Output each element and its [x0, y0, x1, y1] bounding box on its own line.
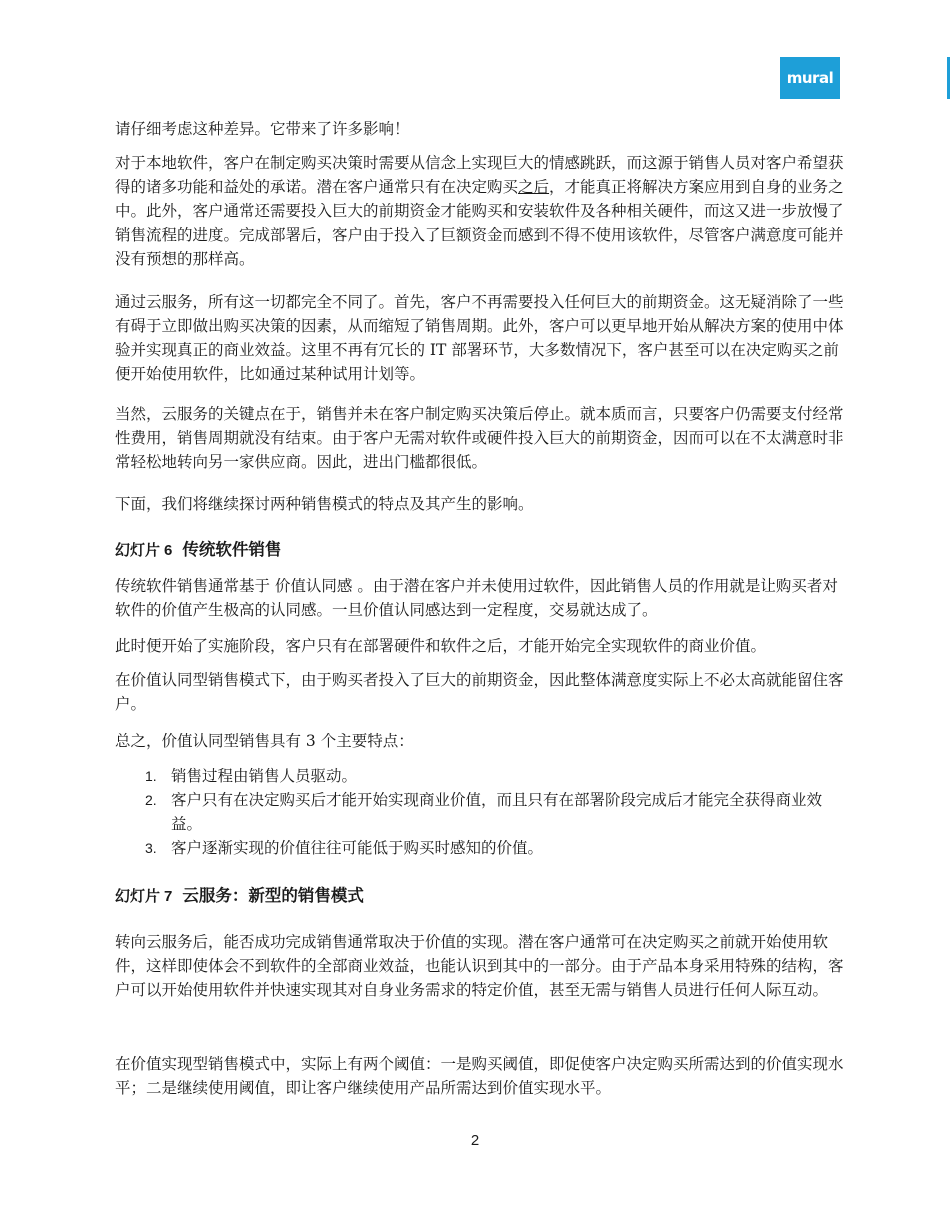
paragraph-key-point: 当然，云服务的关键点在于，销售并未在客户制定购买决策后停止。就本质而言，只要客户仍需要支付经常性费用，销售周期就没有结束。由于客户无需对软件或硬件投入巨大的前期资金，因而可以在不太满意时非常轻松地转向另一家供应商。因此，进出门槛都很低。: [115, 405, 844, 471]
heading-slide-6-title: 传统软件销售: [182, 540, 282, 559]
list-item-text: 客户逐渐实现的价值往往可能低于购买时感知的价值。: [171, 839, 544, 857]
list-item-number: 3.: [145, 840, 157, 856]
paragraph-on-premise-part2: ，才能真正将解决方案应用到自身的业务之中。此外，客户通常还需要投入巨大的前期资金才能购买和安装软件及各种相关硬件，而这又进一步放慢了销售流程的进度。完成部署后，客户由于投入了巨额资金而感到不得不使用该软件，尽管客户满意度可能并没有预想的那样高。: [115, 178, 844, 268]
heading-slide-7: [115, 884, 850, 909]
paragraph-on-premise: [115, 151, 850, 271]
underlined-after: 之后: [518, 178, 550, 196]
paragraph-summary: 总之，价值认同型销售具有 3 个主要特点：: [115, 732, 414, 750]
heading-slide-6-label: 幻灯片: [115, 541, 161, 559]
mural-logo: [780, 57, 840, 99]
paragraph-implementation: 此时便开始了实施阶段，客户只有在部署硬件和软件之后，才能开始完全实现软件的商业价值。: [115, 637, 767, 655]
list-item-text: 客户只有在决定购买后才能开始实现商业价值，而且只有在部署阶段完成后才能完全获得商业效益。: [171, 791, 823, 833]
list-item-number: 2.: [145, 792, 157, 808]
paragraph-thresholds: 在价值实现型销售模式中，实际上有两个阈值：一是购买阈值，即促使客户决定购买所需达到的价值实现水平；二是继续使用阈值，即让客户继续使用产品所需达到价值实现水平。: [115, 1055, 844, 1097]
list-item: [145, 788, 845, 836]
paragraph-intro: 请仔细考虑这种差异。它带来了许多影响！: [115, 120, 410, 138]
paragraph-value-model: 在价值认同型销售模式下，由于购买者投入了巨大的前期资金，因此整体满意度实际上不必太高就能留住客户。: [115, 671, 844, 713]
logo-text: mural: [786, 69, 834, 87]
list-item: [145, 764, 845, 788]
heading-slide-6-number: 6: [164, 542, 173, 559]
paragraph-cloud: 通过云服务，所有这一切都完全不同了。首先，客户不再需要投入任何巨大的前期资金。这无疑消除了一些有碍于立即做出购买决策的因素，从而缩短了销售周期。此外，客户可以更早地开始从解决方案的使用中体验并实现真正的商业效益。这里不再有冗长的 IT 部署环节，大多数情况下，客户甚至可以在决定购买之前便开始使用软件，比如通过某种试用计划等。: [115, 293, 844, 383]
paragraph-next: 下面，我们将继续探讨两种销售模式的特点及其产生的影响。: [115, 495, 534, 513]
paragraph-cloud-sales: 转向云服务后，能否成功完成销售通常取决于价值的实现。潜在客户通常可在决定购买之前就开始使用软件，这样即使体会不到软件的全部商业效益，也能认识到其中的一部分。由于产品本身采用特殊的结构，客户可以开始使用软件并快速实现其对自身业务需求的特定价值，甚至无需与销售人员进行任何人际互动。: [115, 933, 844, 999]
heading-slide-7-title: 云服务：新型的销售模式: [182, 886, 364, 905]
page-number: 2: [470, 1132, 480, 1149]
paragraph-traditional: 传统软件销售通常基于 价值认同感 。由于潜在客户并未使用过软件，因此销售人员的作用就是让购买者对软件的价值产生极高的认同感。一旦价值认同感达到一定程度，交易就达成了。: [115, 577, 838, 619]
heading-slide-7-label: 幻灯片: [115, 887, 161, 905]
list-item: [145, 836, 845, 860]
list-item-text: 销售过程由销售人员驱动。: [171, 767, 358, 785]
paragraph-on-premise-part1: 对于本地软件，客户在制定购买决策时需要从信念上实现巨大的情感跳跃，而这源于销售人员对客户希望获得的诸多功能和益处的承诺。潜在客户通常只有在决定购买: [115, 154, 844, 196]
heading-slide-6: [115, 538, 850, 563]
list-item-number: 1.: [145, 768, 157, 784]
feature-list: [145, 764, 845, 860]
heading-slide-7-number: 7: [164, 888, 173, 905]
